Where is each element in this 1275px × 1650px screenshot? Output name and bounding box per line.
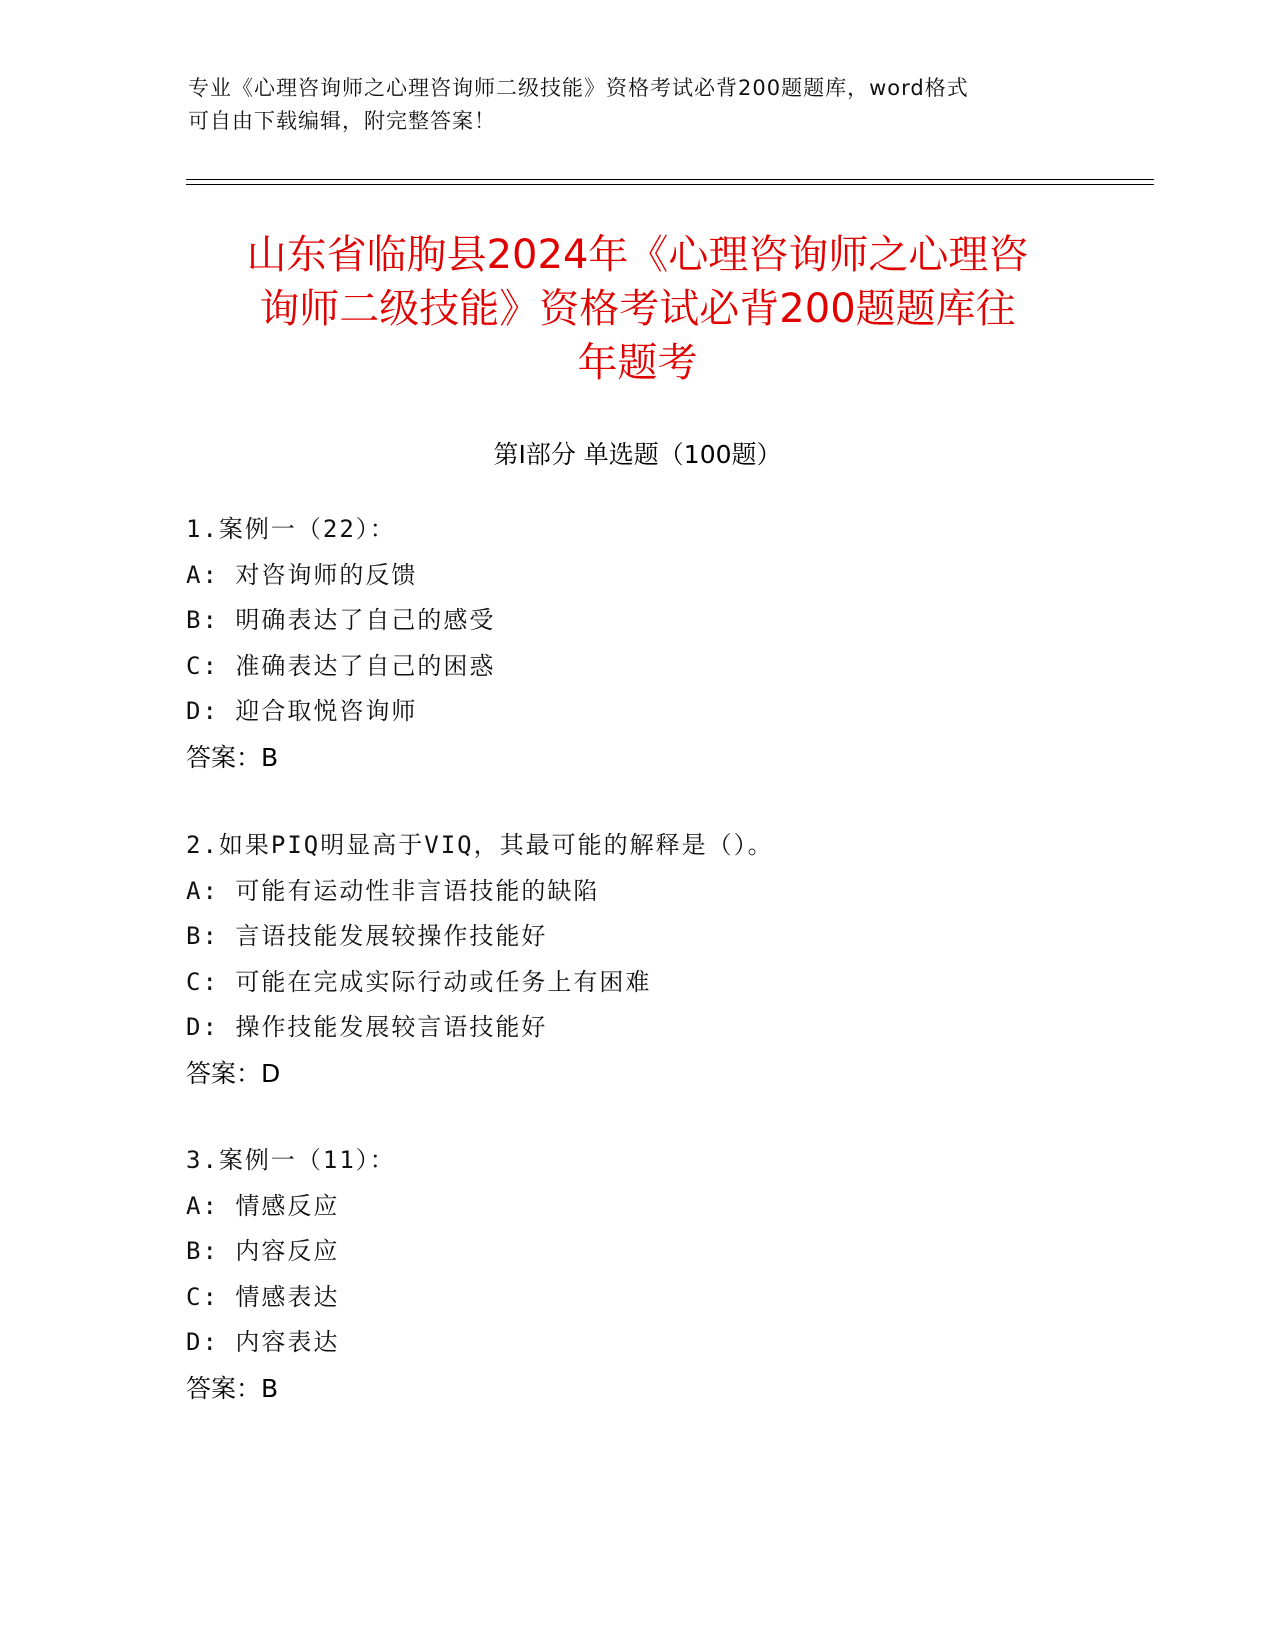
option-c: C: 情感表达 (186, 1282, 340, 1311)
header-note-line-2: 可自由下载编辑，附完整答案！ (188, 109, 496, 133)
section-heading: 第Ⅰ部分 单选题（100题） (493, 440, 782, 469)
option-b: B: 内容反应 (186, 1237, 340, 1265)
title-line-3: 年题考 (577, 340, 698, 386)
option-a: A: 可能有运动性非言语技能的缺陷 (186, 876, 600, 905)
title-line-2: 询师二级技能》资格考试必背200题题库往 (259, 286, 1016, 332)
document-title (150, 228, 1125, 390)
question-block-1 (186, 507, 1146, 780)
header-rule-thick (186, 179, 1154, 180)
question-block-2 (186, 823, 1146, 1096)
option-b: B: 言语技能发展较操作技能好 (186, 922, 548, 950)
answer-line: 答案：B (186, 1373, 279, 1403)
option-d: D: 迎合取悦咨询师 (186, 697, 418, 725)
option-b: B: 明确表达了自己的感受 (186, 606, 496, 634)
header-rule-thin (186, 184, 1154, 185)
option-a: A: 对咨询师的反馈 (186, 560, 418, 589)
title-line-1: 山东省临朐县2024年《心理咨询师之心理咨 (246, 232, 1029, 278)
header-note (188, 72, 1088, 138)
option-c: C: 可能在完成实际行动或任务上有困难 (186, 967, 652, 996)
option-a: A: 情感反应 (186, 1191, 340, 1220)
header-note-line-1: 专业《心理咨询师之心理咨询师二级技能》资格考试必背200题题库，word格式 (188, 76, 969, 100)
answer-line: 答案：B (186, 742, 279, 772)
answer-line: 答案：D (186, 1058, 281, 1088)
option-d: D: 内容表达 (186, 1328, 340, 1356)
question-stem: 3.案例一（11）： (186, 1146, 396, 1174)
option-c: C: 准确表达了自己的困惑 (186, 651, 496, 680)
question-stem: 1.案例一（22）： (186, 515, 396, 543)
option-d: D: 操作技能发展较言语技能好 (186, 1013, 548, 1041)
question-block-3 (186, 1138, 1146, 1411)
question-stem: 2.如果PIQ明显高于VIQ，其最可能的解释是（）。 (186, 831, 774, 859)
